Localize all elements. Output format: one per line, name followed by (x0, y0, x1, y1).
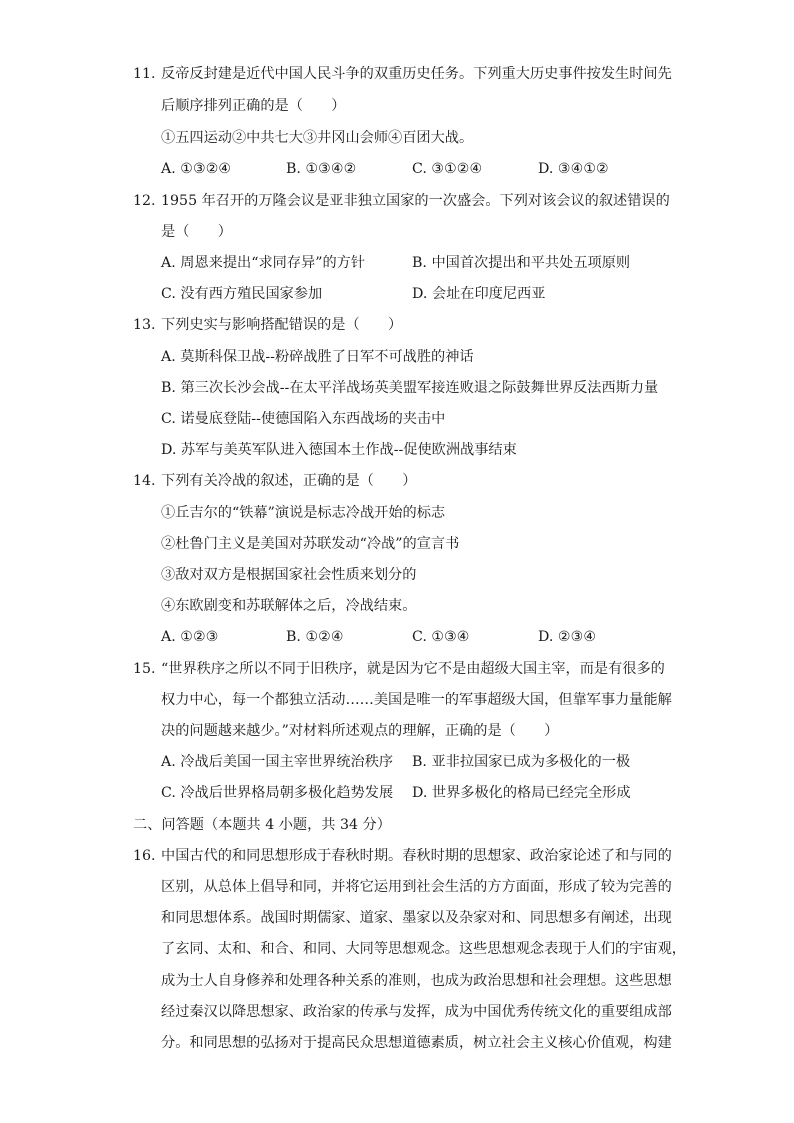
question-stem-line: “世界秩序之所以不同于旧秩序，就是因为它不是由超级大国主宰，而是有很多的 (161, 661, 665, 677)
material-line: ④东欧剧变和苏联解体之后，冷战结束。 (161, 598, 417, 614)
question-number: 16. (133, 848, 156, 864)
question-stem-line: 是（ ） (161, 224, 232, 240)
option-a: A. 莫斯科保卫战--粉碎战胜了日军不可战胜的神话 (161, 349, 474, 365)
option-c: C. ③①②④ (412, 161, 483, 177)
option-d: D. 会址在印度尼西亚 (412, 286, 546, 302)
question-stem-line: 后顺序排列正确的是（ ） (161, 98, 346, 114)
question-number: 12. (133, 193, 156, 209)
option-a: A. 冷战后美国一国主宰世界统治秩序 (161, 754, 394, 770)
paragraph-line: 成为士人自身修养和处理各种关系的准则，也成为政治思想和社会理想。这些思想 (161, 973, 672, 989)
option-a: A. ①③②④ (161, 161, 232, 177)
paragraph-line: 了玄同、太和、和合、和同、大同等思想观念。这些思想观念表现于人们的宇宙观， (161, 941, 686, 957)
option-b: B. 中国首次提出和平共处五项原则 (412, 255, 631, 271)
option-d: D. ②③④ (538, 629, 597, 645)
question-number: 11. (133, 66, 156, 82)
option-b: B. ①②④ (286, 629, 344, 645)
paragraph-line: 中国古代的和同思想形成于春秋时期。春秋时期的思想家、政治家论述了和与同的 (161, 848, 672, 864)
question-stem-line: 反帝反封建是近代中国人民斗争的双重历史任务。下列重大历史事件按发生时间先 (161, 66, 672, 82)
question-number: 13. (133, 317, 156, 333)
option-a: A. 周恩来提出“求同存异”的方针 (161, 255, 366, 271)
option-c: C. ①③④ (412, 629, 470, 645)
option-c: C. 冷战后世界格局朝多极化趋势发展 (161, 785, 394, 801)
paragraph-line: 经过秦汉以降思想家、政治家的传承与发挥，成为中国优秀传统文化的重要组成部 (161, 1004, 672, 1020)
material-line: ③敌对双方是根据国家社会性质来划分的 (161, 567, 417, 583)
option-c: C. 没有西方殖民国家参加 (161, 286, 323, 302)
paragraph-line: 区别，从总体上倡导和同，并将它运用到社会生活的方方面面，形成了较为完善的 (161, 879, 672, 895)
question-stem-line: 决的问题越来越少。”对材料所述观点的理解，正确的是（ ） (161, 723, 559, 739)
paragraph-line: 分。和同思想的弘扬对于提高民众思想道德素质，树立社会主义核心价值观，构建 (161, 1035, 672, 1051)
question-number: 14. (133, 473, 156, 489)
option-d: D. 世界多极化的格局已经完全形成 (412, 785, 631, 801)
material-line: ①丘吉尔的“铁幕”演说是标志冷战开始的标志 (161, 505, 446, 521)
option-c: C. 诺曼底登陆--使德国陷入东西战场的夹击中 (161, 411, 446, 427)
question-stem-line: 下列有关冷战的叙述，正确的是（ ） (161, 473, 417, 489)
option-a: A. ①②③ (161, 629, 219, 645)
question-stem-line: 权力中心，每一个都独立活动……美国是唯一的军事超级大国，但靠军事力量能解 (161, 692, 672, 708)
option-b: B. 亚非拉国家已成为多极化的一极 (412, 754, 631, 770)
question-stem-line: 下列史实与影响搭配错误的是（ ） (161, 317, 403, 333)
option-d: D. ③④①② (538, 161, 609, 177)
question-number: 15. (133, 661, 156, 677)
question-stem-line: 1955 年召开的万隆会议是亚非独立国家的一次盛会。下列对该会议的叙述错误的 (161, 193, 670, 209)
option-b: B. 第三次长沙会战--在太平洋战场英美盟军接连败退之际鼓舞世界反法西斯力量 (161, 380, 659, 396)
option-b: B. ①③④② (286, 161, 357, 177)
material-line: ①五四运动②中共七大③井冈山会师④百团大战。 (161, 130, 474, 146)
paragraph-line: 和同思想体系。战国时期儒家、道家、墨家以及杂家对和、同思想多有阐述，出现 (161, 910, 672, 926)
material-line: ②杜鲁门主义是美国对苏联发动“冷战”的宣言书 (161, 536, 460, 552)
option-d: D. 苏军与美英军队进入德国本土作战--促使欧洲战事结束 (161, 442, 517, 458)
section-heading: 二、问答题（本题共 4 小题，共 34 分） (133, 817, 391, 833)
